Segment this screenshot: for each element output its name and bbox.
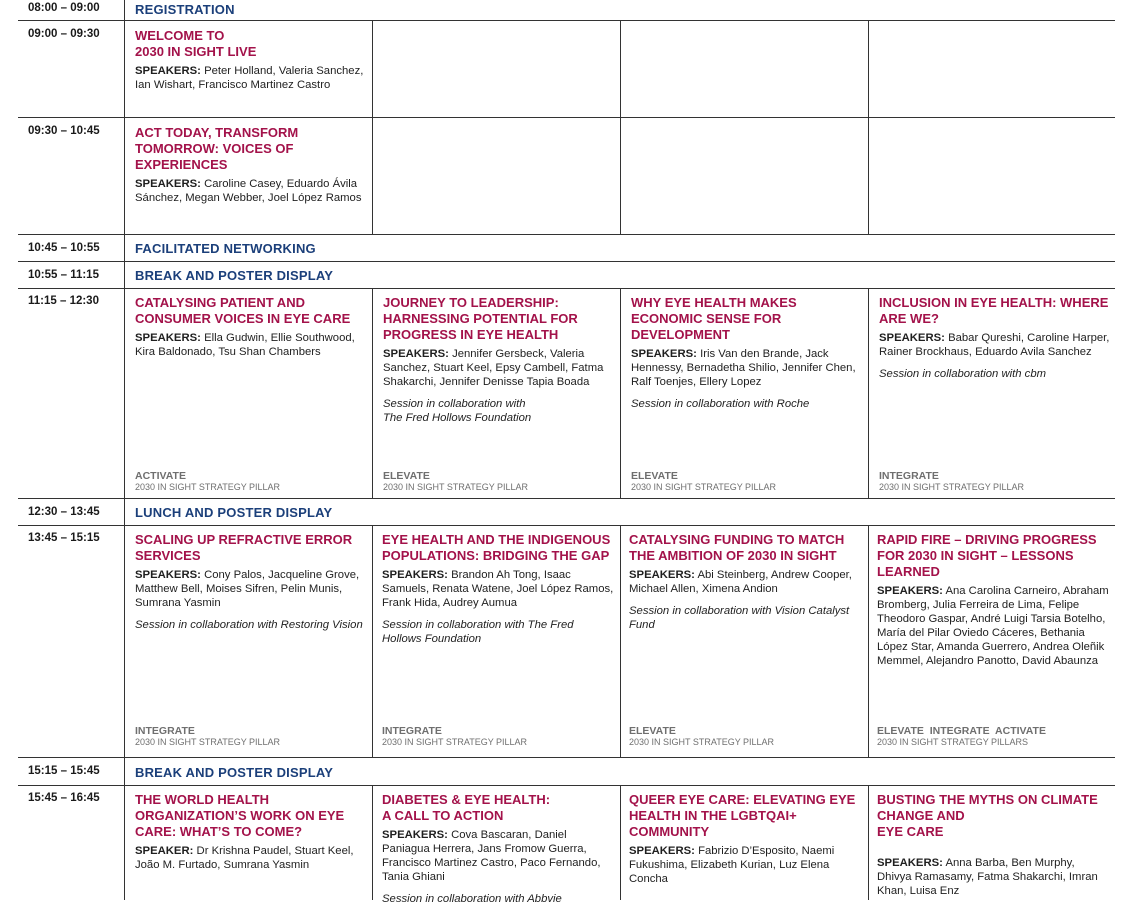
- session-title: QUEER EYE CARE: ELEVATING EYE HEALTH IN THE LGBTQAI+ COMMUNITY: [629, 792, 856, 839]
- column-divider-3: [620, 21, 621, 234]
- band-label-registration: REGISTRATION: [135, 2, 235, 17]
- row-divider: [18, 234, 1115, 235]
- time-slot: 08:00 – 09:00: [28, 2, 100, 14]
- row-divider: [18, 757, 1115, 758]
- session-title: BUSTING THE MYTHS ON CLIMATE CHANGE AND EYE CARE: [877, 792, 1098, 839]
- session-speakers: SPEAKERS: Fabrizio D’Esposito, Naemi Fukushima, Elizabeth Kurian, Luz Elena Concha: [629, 845, 835, 885]
- strategy-pillar: ELEVATE INTEGRATE ACTIVATE 2030 IN SIGHT STRATEGY PILLARS: [877, 725, 1046, 747]
- band-label-break: BREAK AND POSTER DISPLAY: [135, 268, 334, 283]
- session-speakers: SPEAKERS: Brandon Ah Tong, Isaac Samuels, Renata Watene, Joel López Ramos, Frank Hida, Audrey Aumua: [382, 569, 614, 609]
- session-collaboration: Session in collaboration with Vision Catalyst Fund: [629, 605, 850, 631]
- time-slot: 09:00 – 09:30: [28, 28, 100, 40]
- session-collaboration: Session in collaboration with The Fred Hollows Foundation: [382, 619, 574, 645]
- strategy-pillar: ELEVATE 2030 IN SIGHT STRATEGY PILLAR: [631, 470, 777, 492]
- time-slot: 11:15 – 12:30: [28, 295, 99, 307]
- session-economic-sense: [631, 295, 863, 411]
- session-who-eye-care: [135, 792, 369, 880]
- row-divider: [18, 498, 1115, 499]
- column-divider-3: [620, 785, 621, 900]
- row-divider: [18, 785, 1115, 786]
- session-speakers: SPEAKERS: Iris Van den Brande, Jack Hennessy, Bernadetha Shilio, Jennifer Chen, Ralf Toenjes, Ellery Lopez: [631, 348, 856, 388]
- time-column-divider: [124, 0, 125, 900]
- session-journey-leadership: [383, 295, 615, 425]
- band-label-lunch: LUNCH AND POSTER DISPLAY: [135, 505, 333, 520]
- session-title: EYE HEALTH AND THE INDIGENOUS POPULATIONS: BRIDGING THE GAP: [382, 532, 611, 563]
- row-divider: [18, 117, 1115, 118]
- session-speakers: SPEAKERS: Peter Holland, Valeria Sanchez, Ian Wishart, Francisco Martinez Castro: [135, 65, 364, 91]
- column-divider-2: [372, 288, 373, 498]
- session-speakers: SPEAKERS: Ella Gudwin, Ellie Southwood, Kira Baldonado, Tsu Shan Chambers: [135, 332, 355, 358]
- column-divider-4: [868, 288, 869, 498]
- session-title: DIABETES & EYE HEALTH: A CALL TO ACTION: [382, 792, 551, 823]
- session-speakers: SPEAKERS: Jennifer Gersbeck, Valeria Sanchez, Stuart Keel, Epsy Cambell, Fatma Shakarchi, Jennifer Denisse Tapia Boada: [383, 348, 604, 388]
- strategy-pillar: INTEGRATE 2030 IN SIGHT STRATEGY PILLAR: [879, 470, 1025, 492]
- time-slot: 10:45 – 10:55: [28, 242, 100, 254]
- session-title: RAPID FIRE – DRIVING PROGRESS FOR 2030 IN SIGHT – LESSONS LEARNED: [877, 532, 1097, 579]
- session-indigenous: [382, 532, 614, 646]
- session-collaboration: Session in collaboration with Abbvie: [382, 893, 562, 905]
- session-title: CATALYSING FUNDING TO MATCH THE AMBITION OF 2030 IN SIGHT: [629, 532, 845, 563]
- session-welcome: [135, 28, 367, 100]
- session-title: THE WORLD HEALTH ORGANIZATION’S WORK ON EYE CARE: WHAT’S TO COME?: [135, 792, 345, 839]
- session-collaboration: Session in collaboration with cbm: [879, 368, 1047, 380]
- session-speakers: SPEAKERS: Cova Bascaran, Daniel Paniagua Herrera, Jans Fromow Guerra, Francisco Martinez Castro, Paco Fernando, Tania Ghiani: [382, 829, 601, 883]
- column-divider-4: [868, 21, 869, 234]
- session-collaboration: Session in collaboration with The Fred Hollows Foundation: [383, 398, 532, 424]
- session-speakers: SPEAKERS: Anna Barba, Ben Murphy, Dhivya Ramasamy, Fatma Shakarchi, Imran Khan, Luisa Enz: [877, 857, 1098, 897]
- strategy-pillar: ACTIVATE 2030 IN SIGHT STRATEGY PILLAR: [135, 470, 281, 492]
- session-inclusion: [879, 295, 1111, 381]
- session-refractive-error: [135, 532, 367, 632]
- strategy-pillar: INTEGRATE 2030 IN SIGHT STRATEGY PILLAR: [135, 725, 281, 747]
- session-climate-myths: [877, 792, 1109, 906]
- session-queer-eye-care: [629, 792, 861, 894]
- session-title: INCLUSION IN EYE HEALTH: WHERE ARE WE?: [879, 295, 1109, 326]
- time-slot: 15:45 – 16:45: [28, 792, 100, 804]
- column-divider-2: [372, 525, 373, 757]
- session-speakers: SPEAKERS: Ana Carolina Carneiro, Abraham Bromberg, Julia Ferreira de Lima, Felipe Theodoro Gaspar, André Luigi Tarsia Botelho, María del Pilar Oviedo Cáceres, Bethania López Star, Amanda Guerrero, Andrea Oleñik Memmel, Alejandro Panotto, David Abaunza: [877, 585, 1109, 667]
- column-divider-3: [620, 525, 621, 757]
- session-patient-voices: [135, 295, 367, 367]
- row-divider: [18, 525, 1115, 526]
- time-slot: 12:30 – 13:45: [28, 506, 100, 518]
- column-divider-4: [868, 525, 869, 757]
- session-title: SCALING UP REFRACTIVE ERROR SERVICES: [135, 532, 353, 563]
- time-slot: 10:55 – 11:15: [28, 269, 99, 281]
- session-title: JOURNEY TO LEADERSHIP: HARNESSING POTENTIAL FOR PROGRESS IN EYE HEALTH: [383, 295, 578, 342]
- strategy-pillar: ELEVATE 2030 IN SIGHT STRATEGY PILLAR: [383, 470, 529, 492]
- band-label-networking: FACILITATED NETWORKING: [135, 241, 316, 256]
- session-diabetes: [382, 792, 614, 906]
- column-divider-3: [620, 288, 621, 498]
- row-divider: [18, 20, 1115, 21]
- strategy-pillar: INTEGRATE 2030 IN SIGHT STRATEGY PILLAR: [382, 725, 528, 747]
- session-speakers: SPEAKERS: Abi Steinberg, Andrew Cooper, Michael Allen, Ximena Andion: [629, 569, 852, 595]
- row-divider: [18, 261, 1115, 262]
- session-speakers: SPEAKER: Dr Krishna Paudel, Stuart Keel, João M. Furtado, Sumrana Yasmin: [135, 845, 354, 871]
- session-rapid-fire: [877, 532, 1113, 676]
- session-act-today: [135, 125, 367, 213]
- session-title: WHY EYE HEALTH MAKES ECONOMIC SENSE FOR DEVELOPMENT: [631, 295, 797, 342]
- strategy-pillar: ELEVATE 2030 IN SIGHT STRATEGY PILLAR: [629, 725, 775, 747]
- column-divider-4: [868, 785, 869, 900]
- time-slot: 09:30 – 10:45: [28, 125, 100, 137]
- session-speakers: SPEAKERS: Cony Palos, Jacqueline Grove, Matthew Bell, Moises Sifren, Pelin Munis, Sumrana Yasmin: [135, 569, 360, 609]
- time-slot: 13:45 – 15:15: [28, 532, 100, 544]
- session-catalysing-funding: [629, 532, 861, 632]
- time-slot: 15:15 – 15:45: [28, 765, 100, 777]
- session-speakers: SPEAKERS: Babar Qureshi, Caroline Harper, Rainer Brockhaus, Eduardo Avila Sanchez: [879, 332, 1110, 358]
- column-divider-2: [372, 21, 373, 234]
- column-divider-2: [372, 785, 373, 900]
- session-collaboration: Session in collaboration with Roche: [631, 398, 810, 410]
- session-title: CATALYSING PATIENT AND CONSUMER VOICES IN EYE CARE: [135, 295, 351, 326]
- session-speakers: SPEAKERS: Caroline Casey, Eduardo Ávila Sánchez, Megan Webber, Joel López Ramos: [135, 178, 362, 204]
- session-title: ACT TODAY, TRANSFORM TOMORROW: VOICES OF EXPERIENCES: [135, 125, 299, 172]
- row-divider: [18, 288, 1115, 289]
- session-collaboration: Session in collaboration with Restoring Vision: [135, 619, 363, 631]
- band-label-break: BREAK AND POSTER DISPLAY: [135, 765, 334, 780]
- session-title: WELCOME TO 2030 IN SIGHT LIVE: [135, 28, 257, 59]
